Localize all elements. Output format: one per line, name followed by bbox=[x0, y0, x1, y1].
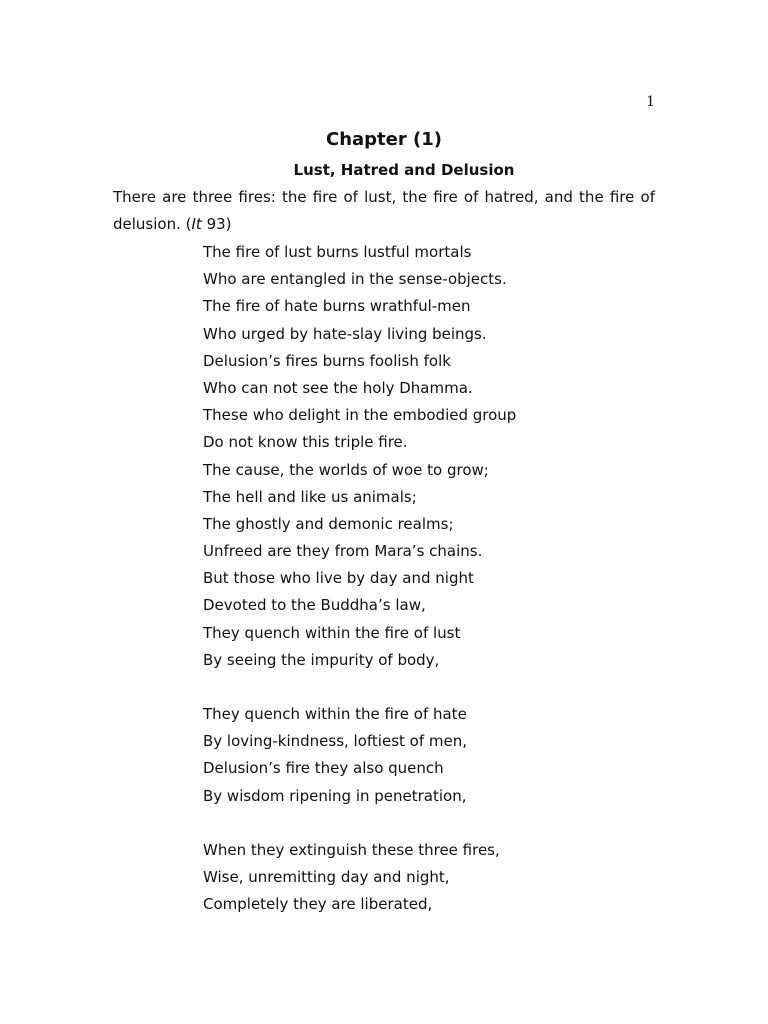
verse-line: Wise, unremitting day and night, bbox=[203, 867, 450, 886]
verse-line: Devoted to the Buddha’s law, bbox=[203, 596, 426, 615]
verse-line: Completely they are liberated, bbox=[203, 895, 433, 914]
verse-line: The cause, the worlds of woe to grow; bbox=[203, 460, 489, 479]
verse-line: Delusion’s fires burns foolish folk bbox=[203, 351, 451, 370]
stanza-break bbox=[203, 674, 703, 701]
chapter-title: Chapter (1) bbox=[326, 129, 442, 150]
verse-line: But those who live by day and night bbox=[203, 569, 474, 588]
intro-citation-number: 93) bbox=[201, 215, 232, 234]
verse-line: Who are entangled in the sense-objects. bbox=[203, 270, 507, 289]
verse-line: Who urged by hate-slay living beings. bbox=[203, 324, 487, 343]
verse-line: Who can not see the holy Dhamma. bbox=[203, 378, 473, 397]
verse-block bbox=[203, 239, 703, 918]
verse-line: The fire of lust burns lustful mortals bbox=[203, 243, 472, 261]
verse-line: The hell and like us animals; bbox=[203, 487, 417, 506]
verse-line: By seeing the impurity of body, bbox=[203, 650, 440, 669]
verse-line: By wisdom ripening in penetration, bbox=[203, 786, 467, 805]
intro-citation-abbrev: It bbox=[191, 215, 202, 234]
stanza-break bbox=[203, 810, 703, 837]
verse-line: They quench within the fire of hate bbox=[203, 705, 467, 723]
stanza-1 bbox=[203, 239, 703, 674]
stanza-2 bbox=[203, 701, 703, 810]
verse-line: Do not know this triple fire. bbox=[203, 433, 408, 452]
page-number: 1 bbox=[646, 94, 655, 110]
verse-line: Unfreed are they from Mara’s chains. bbox=[203, 542, 483, 561]
verse-line: The ghostly and demonic realms; bbox=[203, 514, 454, 533]
chapter-subtitle: Lust, Hatred and Delusion bbox=[293, 161, 515, 179]
verse-line: By loving-kindness, loftiest of men, bbox=[203, 732, 467, 751]
verse-line: Delusion’s fire they also quench bbox=[203, 759, 444, 778]
verse-line: The fire of hate burns wrathful-men bbox=[203, 297, 471, 316]
verse-line: These who delight in the embodied group bbox=[203, 406, 517, 425]
stanza-3 bbox=[203, 837, 703, 919]
intro-paragraph bbox=[113, 184, 655, 239]
verse-line: They quench within the fire of lust bbox=[203, 623, 461, 642]
verse-line: When they extinguish these three fires, bbox=[203, 840, 500, 859]
intro-text: There are three fires: the fire of lust, the fire of hatred, and the fire of delusion. ( bbox=[113, 188, 655, 234]
